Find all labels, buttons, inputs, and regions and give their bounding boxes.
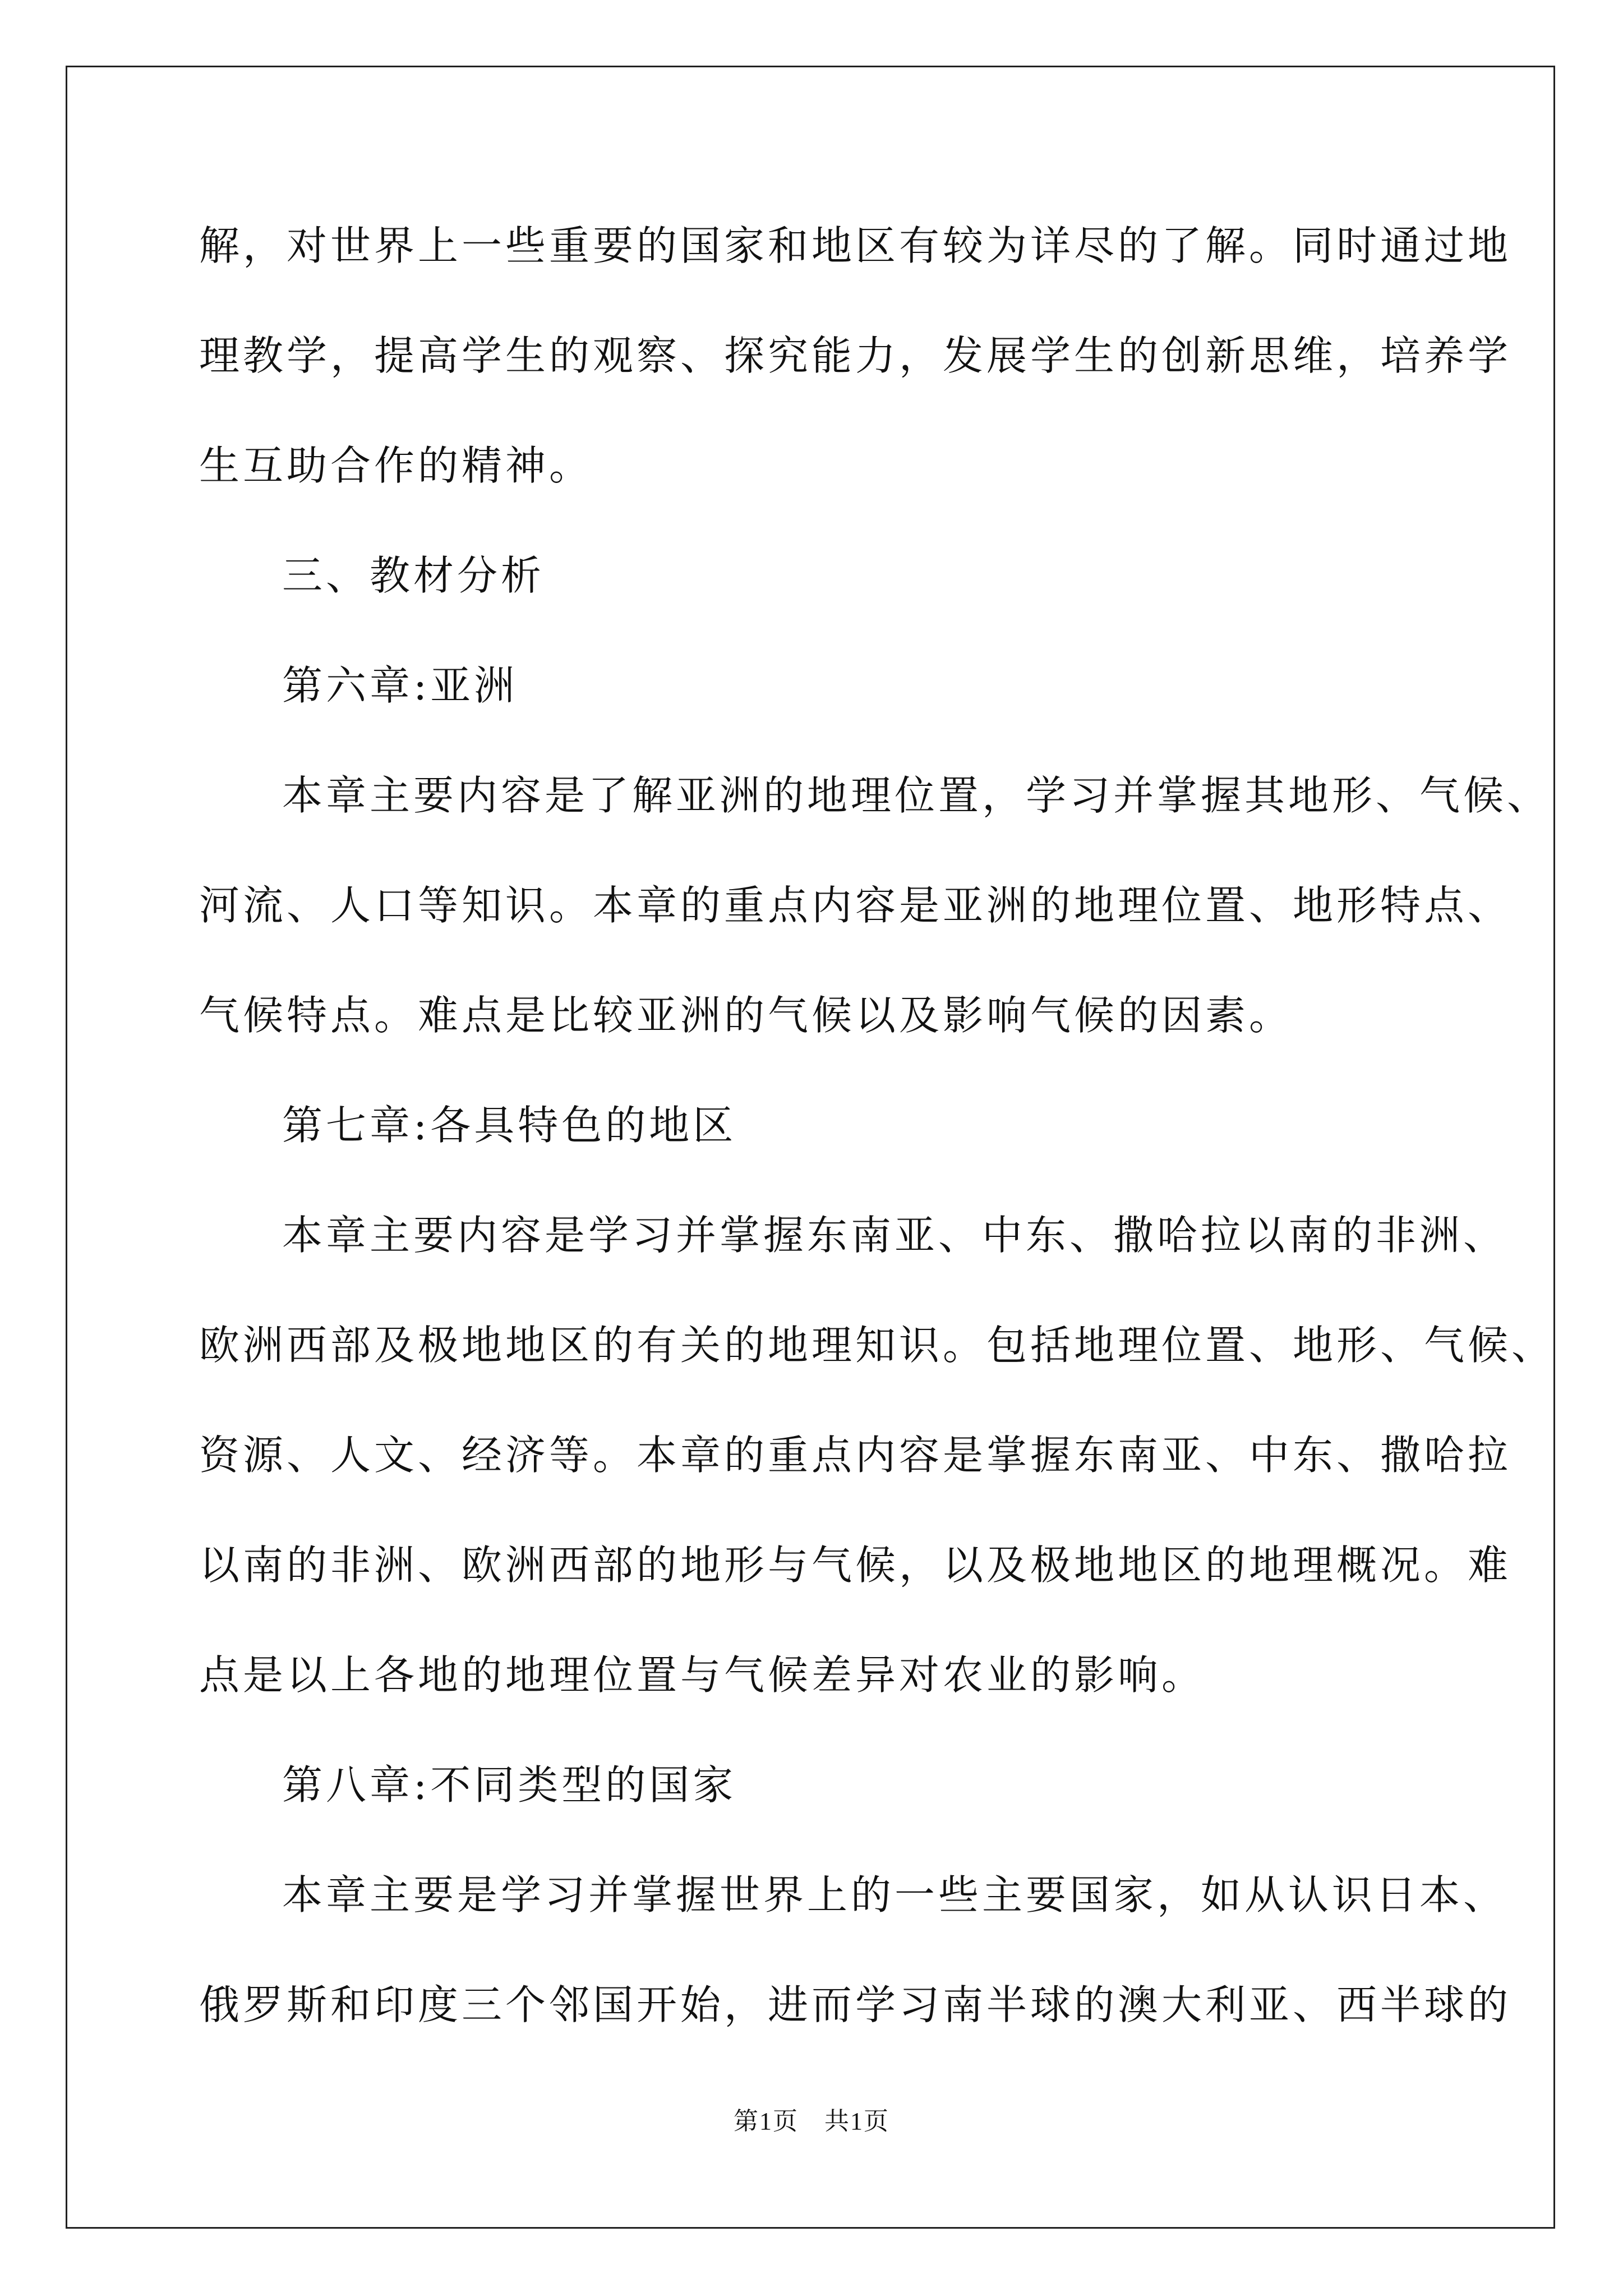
chapter-heading: 第七章:各具特色的地区 [282, 1102, 737, 1149]
body-line: 解，对世界上一些重要的国家和地区有较为详尽的了解。同时通过地 [199, 222, 1512, 269]
body-line: 欧洲西部及极地地区的有关的地理知识。包括地理位置、地形、气候、 [199, 1322, 1556, 1369]
chapter-heading: 第六章:亚洲 [282, 662, 518, 709]
body-line: 生互助合作的精神。 [199, 442, 593, 489]
body-line: 河流、人口等知识。本章的重点内容是亚洲的地理位置、地形特点、 [199, 882, 1512, 929]
body-line: 理教学，提高学生的观察、探究能力，发展学生的创新思维，培养学 [199, 332, 1512, 379]
body-line: 本章主要内容是学习并掌握东南亚、中东、撒哈拉以南的非洲、 [282, 1212, 1507, 1259]
section-heading: 三、教材分析 [282, 552, 545, 599]
body-line: 本章主要是学习并掌握世界上的一些主要国家，如从认识日本、 [282, 1871, 1507, 1918]
chapter-heading: 第八章:不同类型的国家 [282, 1761, 737, 1809]
body-line: 资源、人文、经济等。本章的重点内容是掌握东南亚、中东、撒哈拉 [199, 1432, 1512, 1479]
body-line: 以南的非洲、欧洲西部的地形与气候，以及极地地区的地理概况。难 [199, 1542, 1512, 1589]
body-line: 点是以上各地的地理位置与气候差异对农业的影响。 [199, 1651, 1206, 1699]
body-line: 俄罗斯和印度三个邻国开始，进而学习南半球的澳大利亚、西半球的 [199, 1981, 1512, 2028]
page-number-footer: 第1页 共1页 [734, 2108, 889, 2135]
body-line: 气候特点。难点是比较亚洲的气候以及影响气候的因素。 [199, 992, 1293, 1039]
body-line: 本章主要内容是了解亚洲的地理位置，学习并掌握其地形、气候、 [282, 772, 1551, 819]
